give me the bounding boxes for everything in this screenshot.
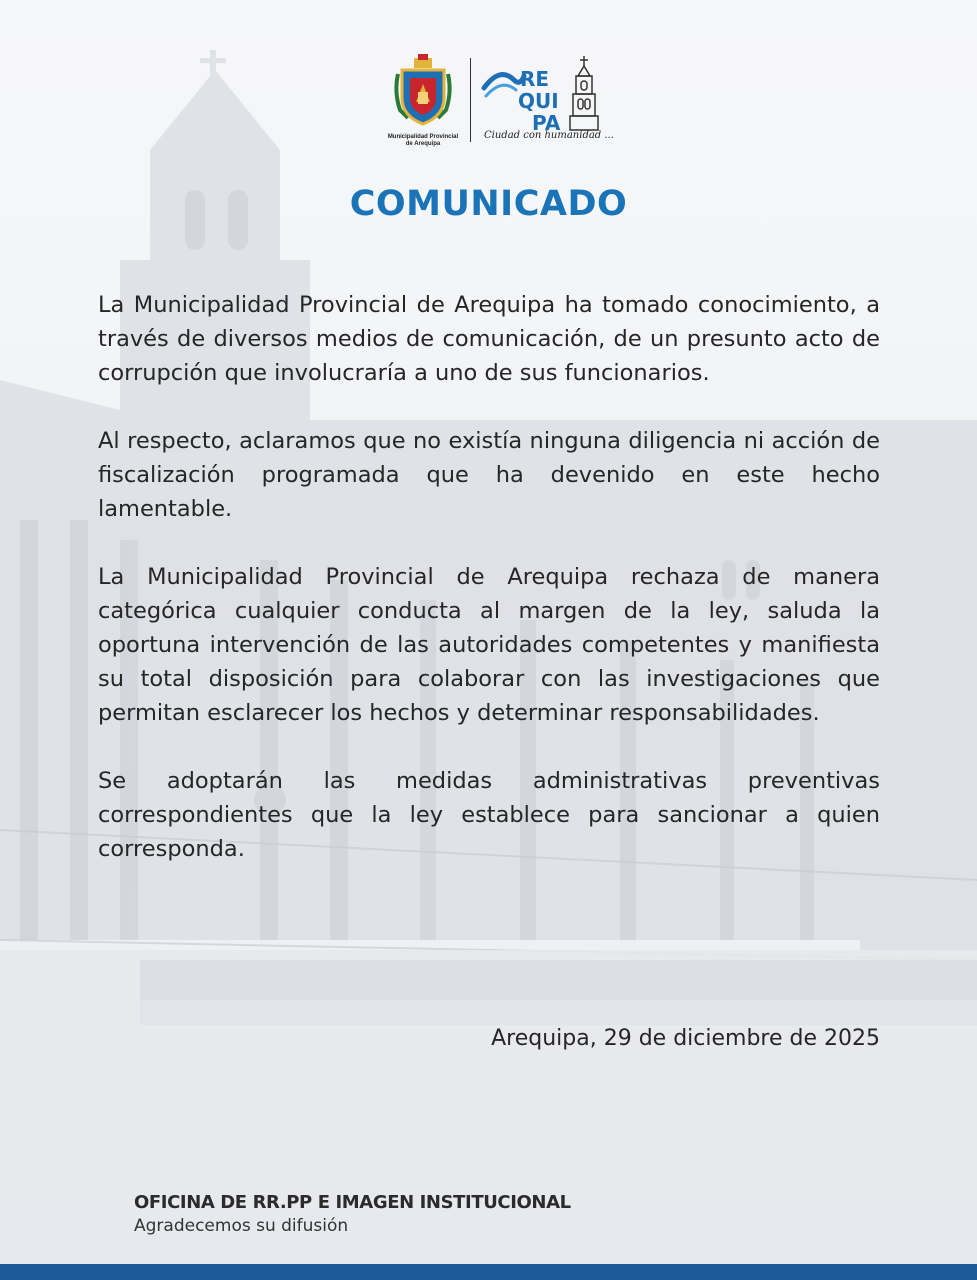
- header-logos: [378, 52, 614, 152]
- communique-body: [98, 288, 880, 900]
- paragraph-3: La Municipalidad Provincial de Arequipa rechaza de manera categórica cualquier conducta al margen de la ley, saluda la oportuna intervención de las autoridades competentes y manifiesta su total disposición para colaborar con las investigaciones que permitan esclarecer los hechos y determinar responsabilidades.: [98, 564, 880, 726]
- cathedral-tower-icon: [570, 56, 598, 130]
- office-name: OFICINA DE RR.PP E IMAGEN INSTITUCIONAL: [134, 1192, 571, 1213]
- paragraph-1: La Municipalidad Provincial de Arequipa ha tomado conocimiento, a través de diversos medios de comunicación, de un presunto acto de corrupción que involucraría a uno de sus funcionarios.: [98, 292, 880, 386]
- bottom-color-bar: [0, 1264, 977, 1280]
- paragraph-2: Al respecto, aclaramos que no existía ninguna diligencia ni acción de fiscalización programada que ha devenido en este hecho lamentable.: [98, 428, 880, 522]
- municipal-caption-line1: Municipalidad Provincial: [387, 134, 459, 140]
- thanks-note: Agradecemos su difusión: [134, 1216, 349, 1236]
- arequipa-city-logo: [480, 54, 614, 150]
- city-slogan: Ciudad con humanidad ...: [484, 130, 614, 141]
- logo-divider: [470, 58, 471, 142]
- signature-date: Arequipa, 29 de diciembre de 2025: [491, 1026, 880, 1051]
- municipal-caption-line2: de Arequipa: [405, 141, 441, 147]
- municipal-caption: [378, 134, 468, 148]
- city-logo-line1: RE: [520, 67, 550, 91]
- city-logo-line3: PA: [532, 111, 561, 134]
- municipal-coat-of-arms-icon: [388, 52, 458, 132]
- paragraph-4: Se adoptarán las medidas administrativas preventivas correspondientes que la ley establece para sancionar a quien corresponda.: [98, 768, 880, 862]
- page-title: COMUNICADO: [349, 184, 628, 224]
- municipal-logo: [378, 52, 468, 152]
- city-logo-line2: QUI: [518, 89, 559, 113]
